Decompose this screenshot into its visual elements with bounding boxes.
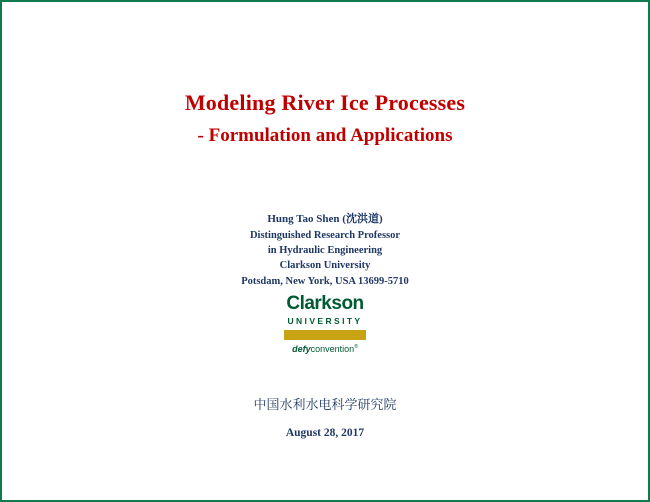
logo-subtitle: UNIVERSITY: [287, 316, 363, 326]
page-title: Modeling River Ice Processes: [184, 90, 466, 115]
presentation-date: August 28, 2017: [285, 426, 365, 439]
author-address: Potsdam, New York, USA 13699-5710: [241, 275, 409, 287]
slide-content: [2, 2, 648, 500]
footer-block: [2, 398, 648, 439]
page-subtitle: - Formulation and Applications: [197, 125, 453, 147]
author-block: [2, 212, 648, 289]
logo-tagline-convention: convention: [310, 344, 355, 354]
author-title: Distinguished Research Professor: [249, 229, 401, 241]
logo-tagline: [279, 344, 371, 354]
author-institution: Clarkson University: [279, 260, 371, 272]
logo-trademark: ®: [354, 344, 358, 350]
logo-gold-bar: [284, 330, 366, 340]
author-name: Hung Tao Shen (沈洪道): [267, 213, 383, 225]
logo-graphic: [279, 293, 371, 354]
logo-wordmark: Clarkson: [286, 293, 364, 314]
host-organization: 中国水利水电科学研究院: [253, 398, 397, 413]
author-department: in Hydraulic Engineering: [267, 245, 383, 257]
clarkson-logo: [2, 293, 648, 354]
logo-tagline-defy: defy: [292, 344, 311, 354]
title-block: [2, 90, 648, 147]
